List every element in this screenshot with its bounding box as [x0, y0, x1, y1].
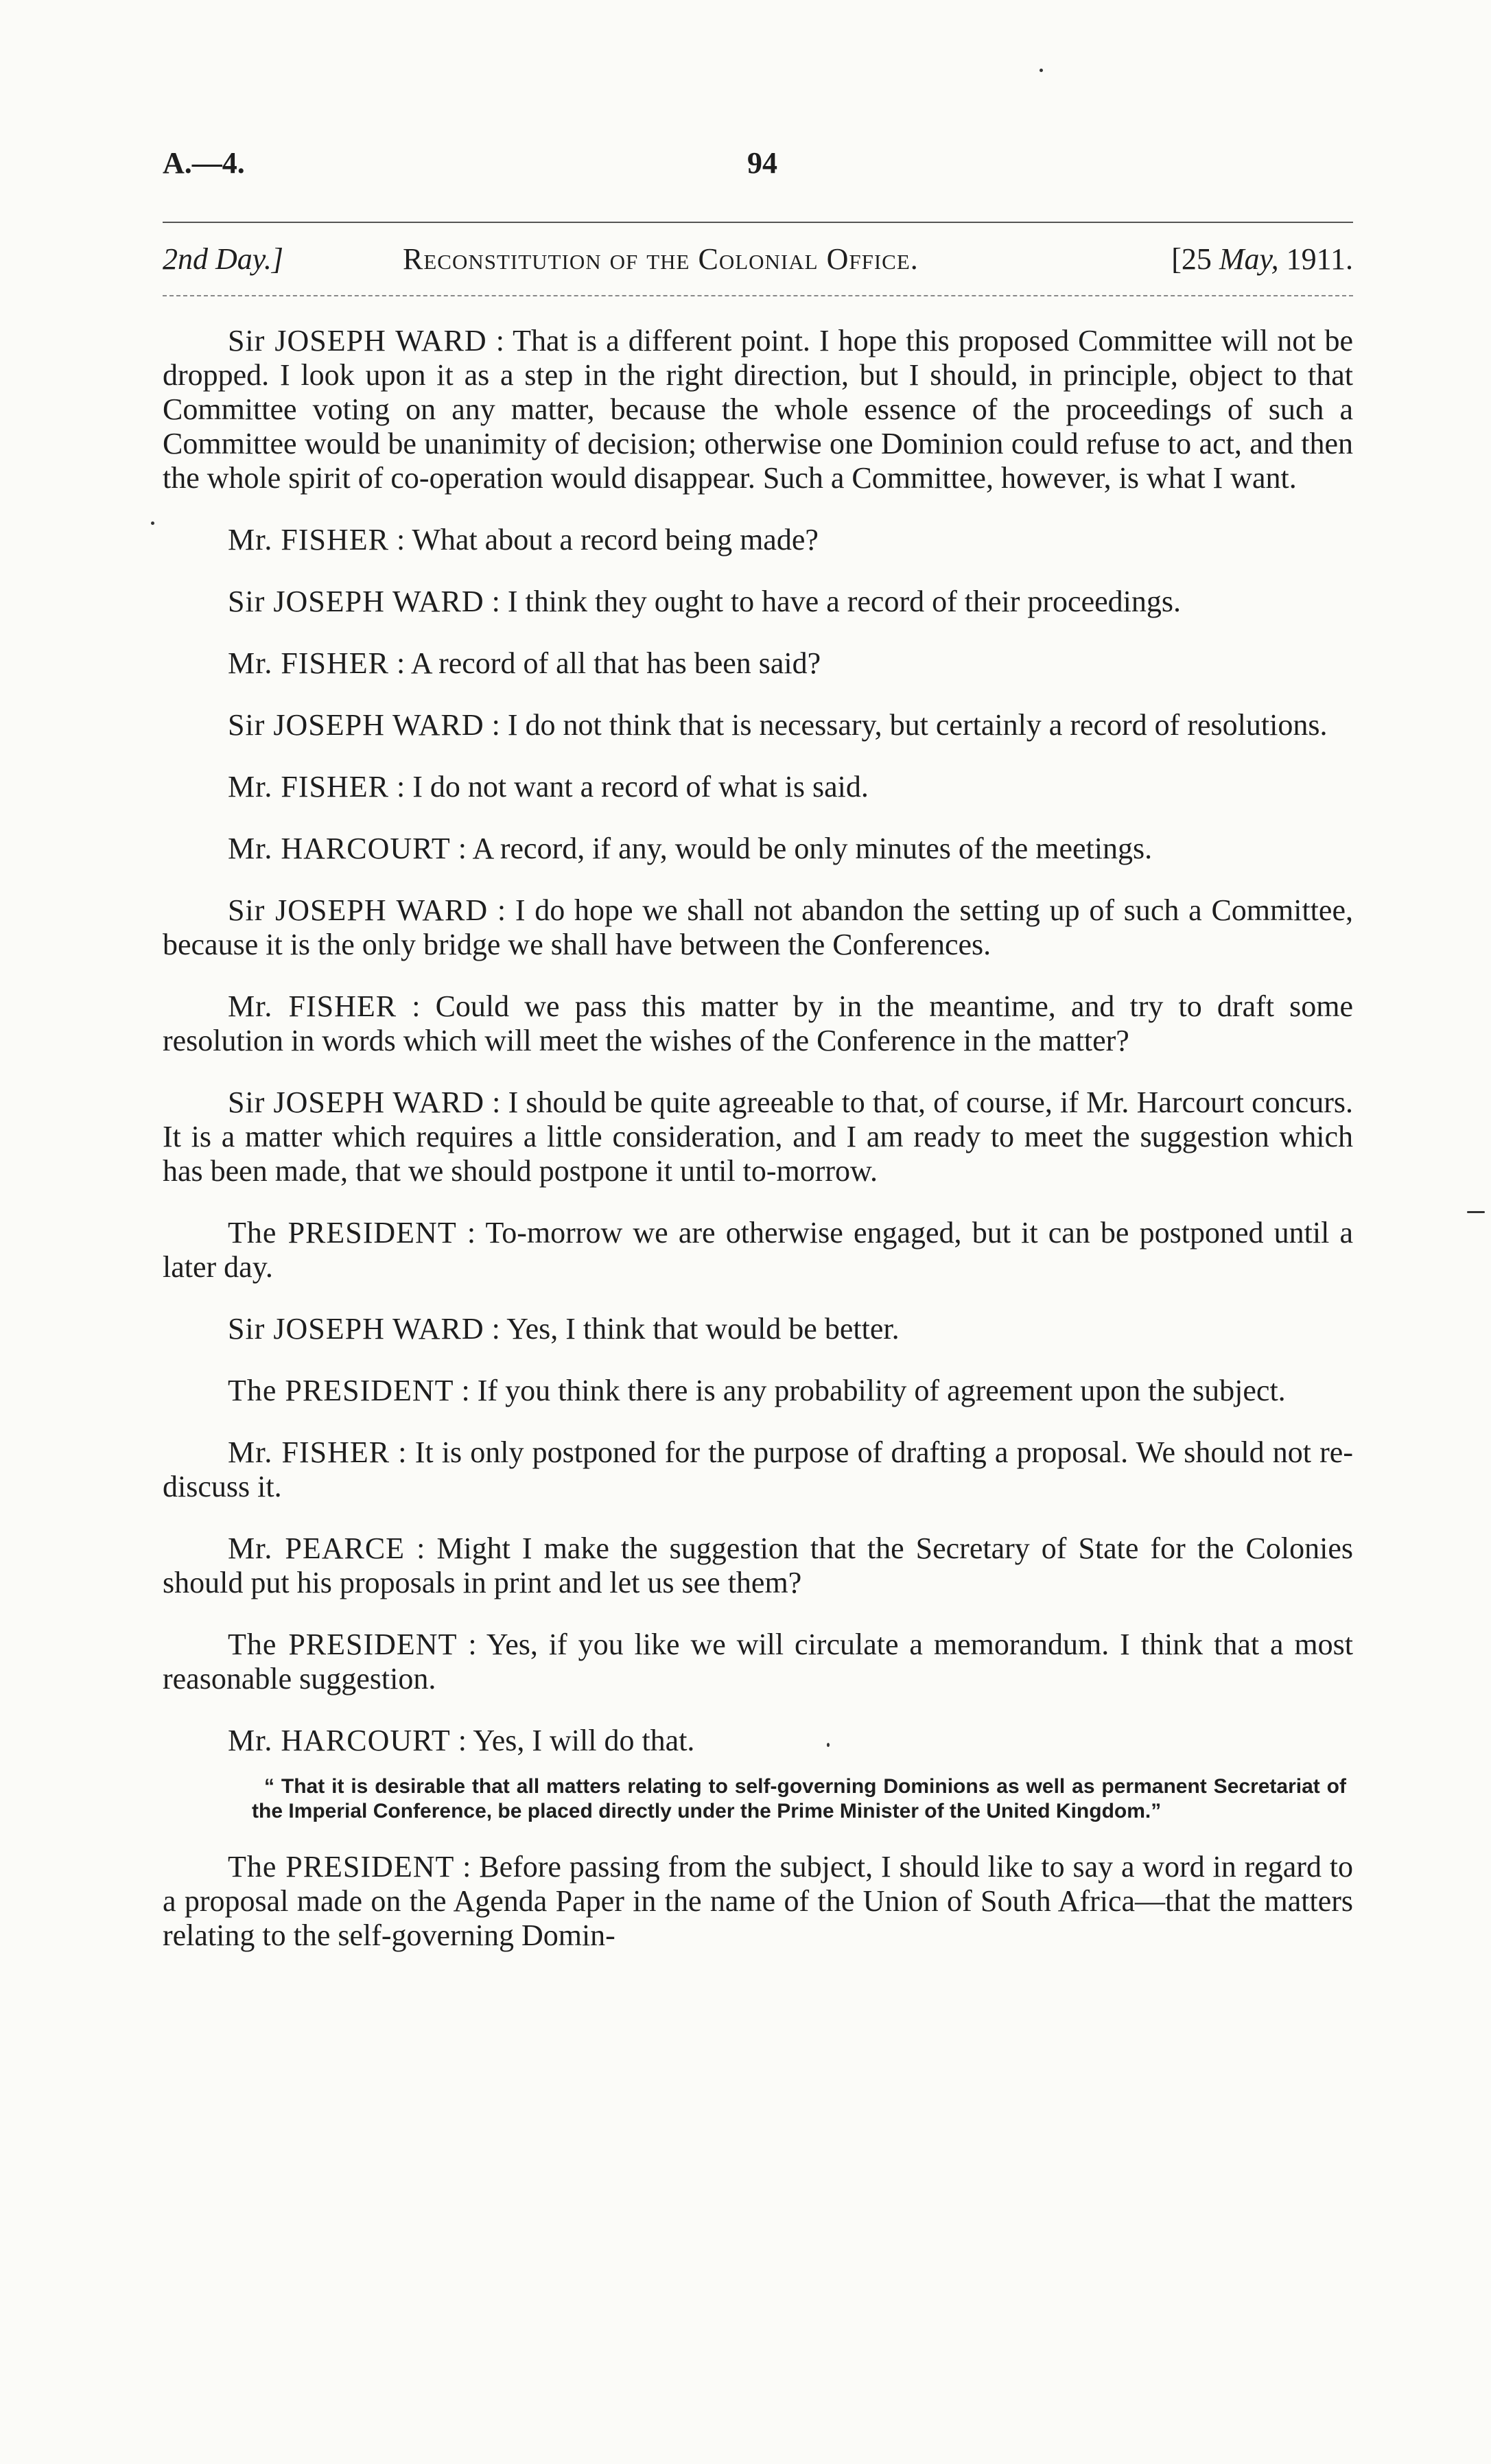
speech-text: I do hope we shall not abandon the setting up of such a Committee, because it is the only bridge we shall have between the Conferences. [163, 893, 1353, 961]
date-month: May, [1219, 242, 1279, 276]
transcript-body [163, 324, 1353, 1980]
speech-text: I do not want a record of what is said. [412, 770, 869, 803]
speech-text: Yes, if you like we will circulate a memorandum. I think that a most reasonable suggestion. [163, 1628, 1354, 1696]
speech-paragraph: Mr. HARCOURT : Yes, I will do that. [228, 1724, 695, 1757]
speech-paragraph: Sir JOSEPH WARD : That is a different point. I hope this proposed Committee will not be dropped. I look upon it as a step in the right direction, but I should, in principle, object to that Committee voting on any matter, because the whole essence of the proceedings of such a Committee would be unanimity of decision; otherwise one Dominion could refuse to act, and then the whole spirit of co-operation would disappear. Such a Committee, however, is what I want. [163, 324, 1353, 495]
speaker-name: Sir JOSEPH WARD [228, 1312, 484, 1346]
speech-text: I think they ought to have a record of their proceedings. [507, 585, 1181, 618]
speech-text: Might I make the suggestion that the Secretary of State for the Colonies should put his proposals in print and let us see them? [163, 1532, 1353, 1599]
speech-paragraph: Sir JOSEPH WARD : I should be quite agreeable to that, of course, if Mr. Harcourt concurs. It is a matter which requires a little consideration, and I am ready to meet the suggestion which has been made, that we should postpone it until to-morrow. [163, 1086, 1353, 1188]
speaker-name: Mr. PEARCE [228, 1532, 406, 1565]
speaker-name: The PRESIDENT [228, 1374, 454, 1407]
speech-paragraph: The PRESIDENT : Before passing from the subject, I should like to say a word in regard to a proposal made on the Agenda Paper in the name of the Union of South Africa—that the matters relating to the self-governing Domin- [163, 1850, 1354, 1952]
scan-speck [827, 1743, 830, 1747]
speaker-name: Mr. FISHER [228, 989, 397, 1023]
speech-text: That is a different point. I hope this proposed Committee will not be dropped. I look upon it as a step in the right direction, but I should, in principle, object to that Committee voting on any matter, because the whole essence of the proceedings of such a Committee would be unanimity of decision; otherwise one Dominion could refuse to act, and then the whole spirit of co-operation would disappear. Such a Committee, however, is what I want. [163, 324, 1353, 495]
date-prefix: [25 [1171, 242, 1219, 276]
speaker-name: Mr. HARCOURT [228, 1724, 451, 1757]
scan-speck [1467, 1211, 1485, 1213]
page-header [163, 145, 1353, 193]
speech-paragraph: The PRESIDENT : Yes, if you like we will circulate a memorandum. I think that a most reasonable suggestion. [163, 1628, 1354, 1696]
speech-paragraph: Mr. FISHER : I do not want a record of what is said. [228, 770, 869, 803]
session-date [1171, 242, 1353, 277]
speech-text: Yes, I think that would be better. [506, 1312, 900, 1346]
section-title: Reconstitution of the Colonial Office. [403, 242, 919, 276]
speech-text: Could we pass this matter by in the meantime, and try to draft some resolution in words which will meet the wishes of the Conference in the matter? [163, 989, 1353, 1057]
speech-paragraph: The PRESIDENT : To-morrow we are otherwise engaged, but it can be postponed until a later day. [163, 1216, 1354, 1284]
speaker-name: Sir JOSEPH WARD [228, 708, 484, 742]
speaker-name: Mr. FISHER [228, 1435, 390, 1469]
speaker-name: Sir JOSEPH WARD [228, 893, 489, 927]
speaker-name: Mr. FISHER [228, 770, 389, 803]
speaker-name: Mr. FISHER [228, 646, 389, 680]
speech-paragraph: Sir JOSEPH WARD : I do hope we shall not abandon the setting up of such a Committee, because it is the only bridge we shall have between the Conferences. [163, 893, 1353, 961]
speech-paragraph: The PRESIDENT : If you think there is any probability of agreement upon the subject. [228, 1374, 1286, 1407]
speech-text: I should be quite agreeable to that, of course, if Mr. Harcourt concurs. It is a matter which requires a little consideration, and I am ready to meet the suggestion which has been made, that we should postpone it until to-morrow. [163, 1086, 1353, 1188]
speaker-name: Sir JOSEPH WARD [228, 1086, 484, 1119]
resolution-quote: “ That it is desirable that all matters relating to self-governing Dominions as well as permanent Secretariat of the Imperial Conference, be placed directly under the Prime Minister of the United Kingdom.” [252, 1775, 1346, 1822]
date-year: 1911. [1278, 242, 1353, 276]
speaker-name: Mr. FISHER [228, 523, 389, 556]
scan-speck [151, 521, 154, 525]
running-head [163, 242, 1353, 283]
scan-speck [1040, 69, 1043, 72]
speech-text: A record, if any, would be only minutes of the meetings. [472, 832, 1153, 865]
speech-paragraph: Mr. PEARCE : Might I make the suggestion that the Secretary of State for the Colonies should put his proposals in print and let us see them? [163, 1532, 1353, 1599]
speech-text: Yes, I will do that. [473, 1724, 695, 1757]
speech-text: Before passing from the subject, I should like to say a word in regard to a proposal made on the Agenda Paper in the name of the Union of South Africa—that the matters relating to the self-governing Domin- [163, 1850, 1354, 1952]
conference-day: 2nd Day.] [163, 242, 283, 276]
speaker-name: The PRESIDENT [228, 1216, 457, 1249]
header-rule-bottom [163, 295, 1353, 296]
speech-text: To-morrow we are otherwise engaged, but it can be postponed until a later day. [163, 1216, 1354, 1284]
paper-reference: A.—4. [163, 146, 245, 180]
speech-text: What about a record being made? [412, 523, 819, 556]
page-number: 94 [747, 146, 777, 180]
speech-paragraph: Mr. FISHER : Could we pass this matter by in the meantime, and try to draft some resolution in words which will meet the wishes of the Conference in the matter? [163, 989, 1353, 1057]
speech-paragraph: Mr. FISHER : It is only postponed for the purpose of drafting a proposal. We should not re-discuss it. [163, 1435, 1353, 1503]
speech-text: I do not think that is necessary, but certainly a record of resolutions. [507, 708, 1328, 742]
speech-text: It is only postponed for the purpose of drafting a proposal. We should not re-discuss it. [163, 1435, 1353, 1503]
speech-paragraph: Sir JOSEPH WARD : I think they ought to have a record of their proceedings. [228, 585, 1181, 618]
header-rule-top [163, 222, 1353, 223]
speech-paragraph: Sir JOSEPH WARD : Yes, I think that would be better. [228, 1312, 900, 1346]
speech-paragraph: Mr. FISHER : What about a record being made? [228, 523, 819, 556]
speech-paragraph: Mr. HARCOURT : A record, if any, would be only minutes of the meetings. [228, 832, 1153, 865]
speech-paragraph: Mr. FISHER : A record of all that has been said? [228, 646, 821, 680]
speaker-name: Sir JOSEPH WARD [228, 585, 484, 618]
speaker-name: Sir JOSEPH WARD [228, 324, 487, 357]
speaker-name: The PRESIDENT [228, 1628, 458, 1661]
speech-text: A record of all that has been said? [410, 646, 821, 680]
speech-text: If you think there is any probability of agreement upon the subject. [477, 1374, 1286, 1407]
speech-paragraph: Sir JOSEPH WARD : I do not think that is necessary, but certainly a record of resolutions. [228, 708, 1328, 742]
speaker-name: The PRESIDENT [228, 1850, 455, 1884]
speaker-name: Mr. HARCOURT [228, 832, 451, 865]
